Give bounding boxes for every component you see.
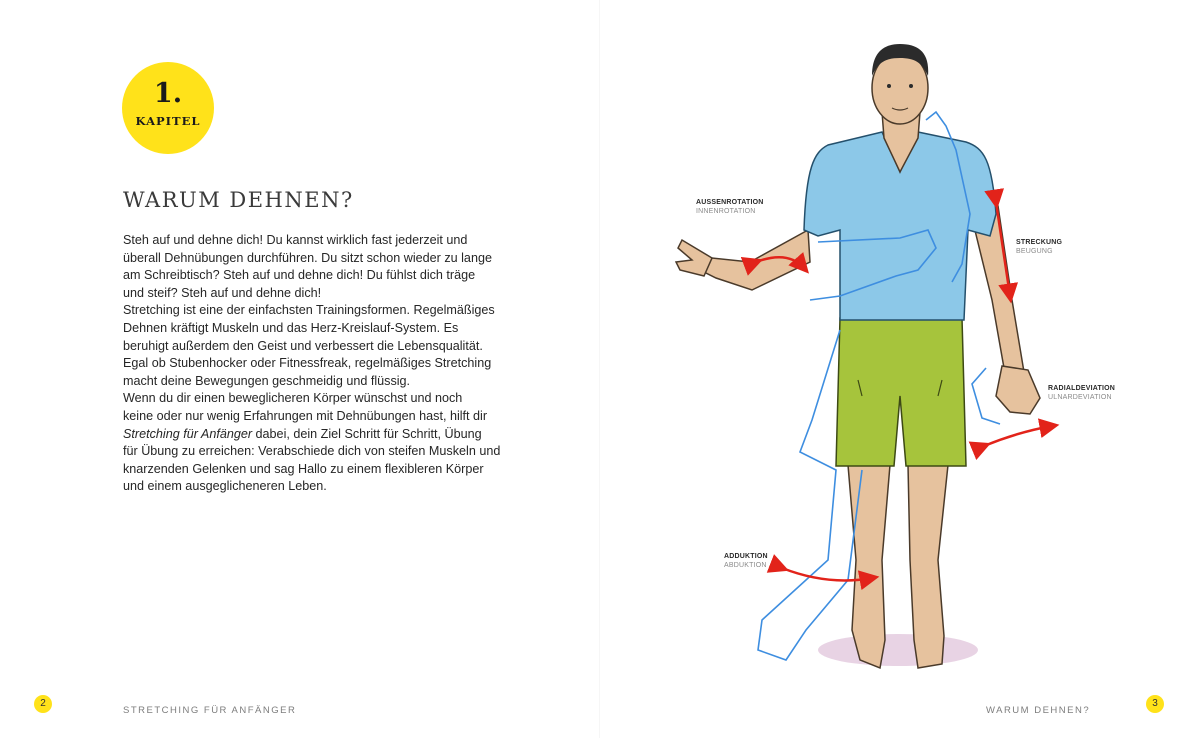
body-line: für Übung zu erreichen: Verabschiede dich von steifen Muskeln und [123, 444, 501, 459]
footer-right-title: WARUM DEHNEN? [986, 705, 1091, 716]
body-line: Wenn du dir einen beweglicheren Körper wünschst und noch [123, 391, 463, 406]
body-line-rest: dabei, dein Ziel Schritt für Schritt, Übung [255, 426, 482, 441]
label-flexion-primary: STRECKUNG [1016, 239, 1063, 246]
page-number-right: 3 [1146, 695, 1164, 713]
right-hand [676, 240, 712, 276]
body-line: macht deine Bewegungen geschmeidig und flüssig. [123, 373, 411, 388]
label-rotation [696, 198, 764, 216]
label-deviation [1048, 384, 1115, 402]
shorts [836, 318, 966, 466]
page-number-left: 2 [34, 695, 52, 713]
label-deviation-secondary: ULNARDEVIATION [1048, 394, 1112, 401]
body-line: am Schreibtisch? Steh auf und dehne dich! Du fühlst dich träge [123, 268, 476, 283]
label-rotation-primary: AUSSENROTATION [696, 199, 764, 206]
body-line: und einem ausgeglicheneren Leben. [123, 479, 327, 494]
chapter-word: KAPITEL [135, 114, 201, 128]
label-abduction-secondary: ABDUKTION [724, 562, 767, 569]
footer-left-title: STRETCHING FÜR ANFÄNGER [123, 705, 297, 716]
floor-shadow [818, 634, 978, 666]
right-page [600, 0, 1200, 738]
body-line: überall Dehnübungen durchführen. Du sitzt schon wieder zu lange [123, 250, 492, 265]
label-flexion-secondary: BEUGUNG [1016, 248, 1053, 255]
deviation-arrow [984, 426, 1052, 446]
chapter-badge [122, 62, 214, 154]
body-line: Egal ob Stubenhocker oder Fitnessfreak, regelmäßiges Stretching [123, 356, 492, 371]
right-leg [848, 465, 890, 668]
anatomy-illustration [600, 0, 1200, 738]
body-line-with-title [123, 426, 523, 444]
body-line: Steh auf und dehne dich! Du kannst wirklich fast jederzeit und [123, 233, 468, 247]
body-text [123, 232, 523, 496]
label-rotation-secondary: INNENROTATION [696, 208, 756, 215]
body-line: Stretching ist eine der einfachsten Trainingsformen. Regelmäßiges [123, 303, 495, 318]
label-abduction [724, 552, 768, 570]
body-line: knarzenden Gelenken und sag Hallo zu einem flexibleren Körper [123, 461, 484, 476]
label-flexion [1016, 238, 1062, 256]
book-title-inline: Stretching für Anfänger [123, 426, 253, 441]
page-heading: WARUM DEHNEN? [123, 188, 354, 212]
left-leg [908, 465, 948, 668]
left-hand [996, 366, 1040, 414]
body-line: Dehnen kräftigt Muskeln und das Herz-Kreislauf-System. Es [123, 320, 459, 335]
label-deviation-primary: RADIALDEVIATION [1048, 385, 1116, 392]
body-line: beruhigt außerdem den Geist und verbessert die Lebensqualität. [123, 338, 483, 353]
chapter-number: 1. [153, 78, 183, 109]
body-line: keine oder nur wenig Erfahrungen mit Dehnübungen hast, hilft dir [123, 408, 488, 423]
label-abduction-primary: ADDUKTION [724, 553, 768, 560]
body-line: und steif? Steh auf und dehne dich! [123, 285, 322, 300]
